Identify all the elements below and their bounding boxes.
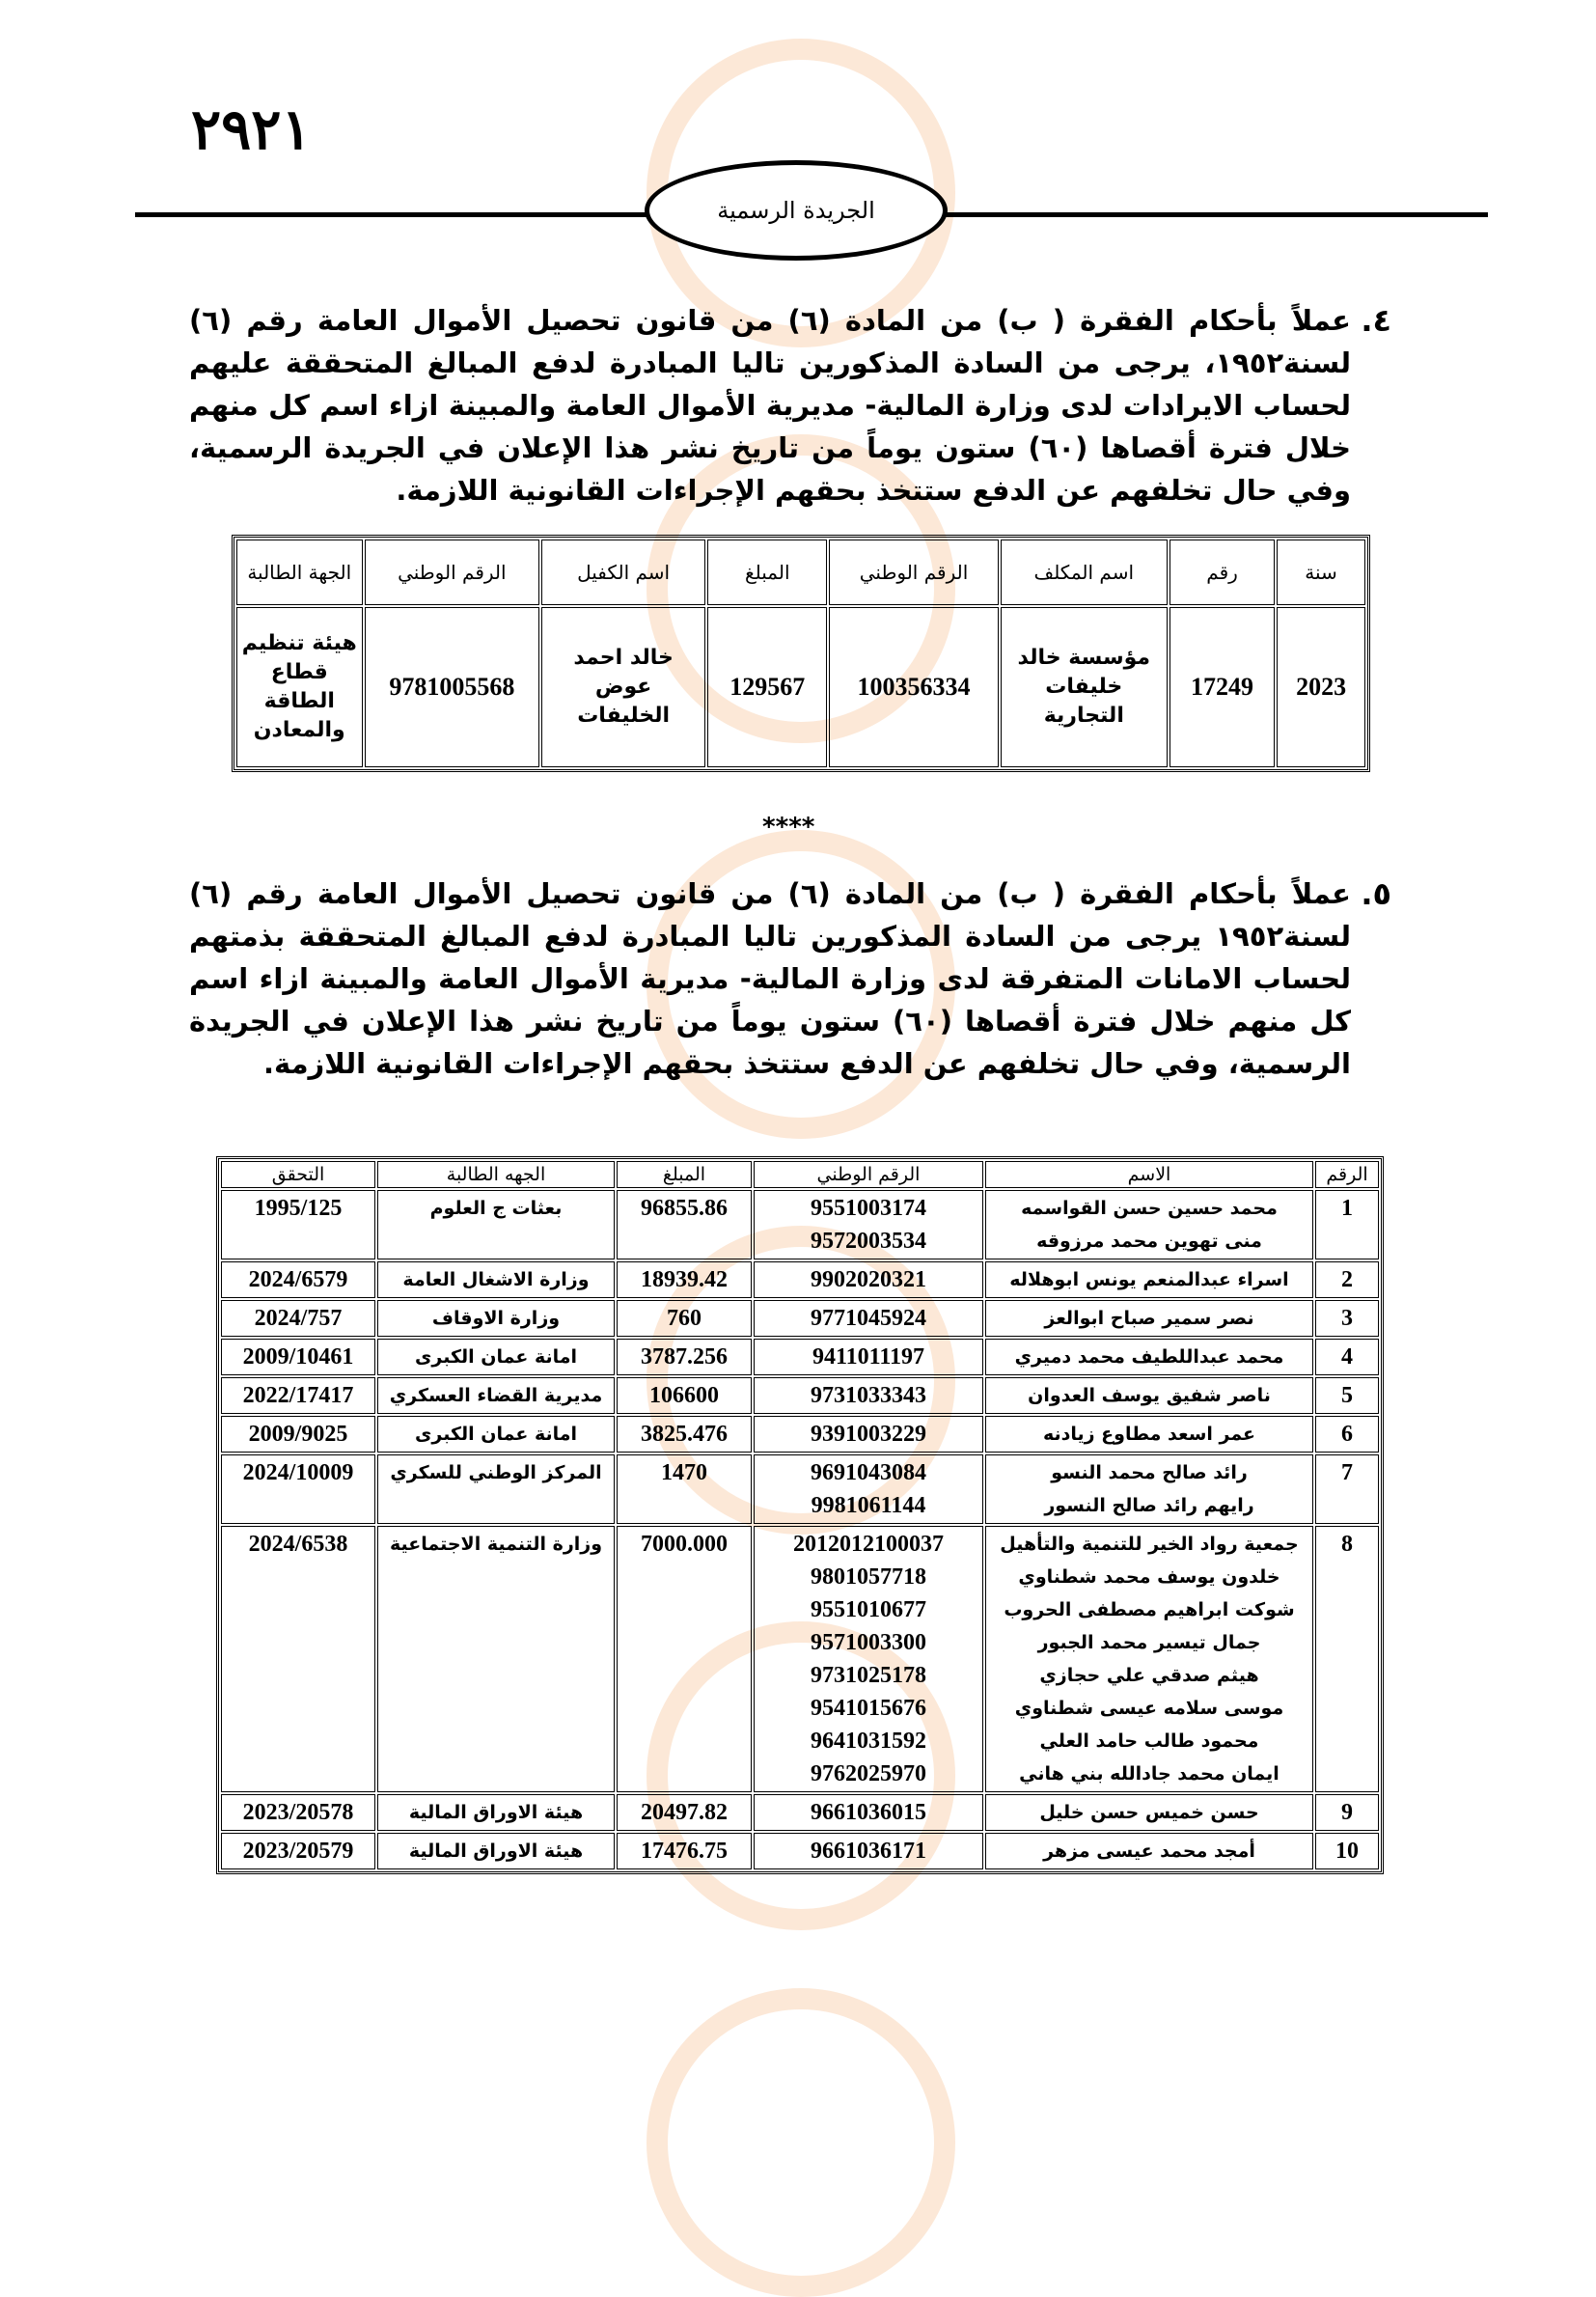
names-cell [985,1190,1313,1259]
national-id: 9731025178 [811,1663,926,1688]
row-number-cell: 3 [1315,1300,1379,1337]
gazette-masthead: الجريدة الرسمية [645,160,948,261]
notice-4-text: عملاً بأحكام الفقرة ( ب) من المادة (٦) من قانون تحصيل الأموال العامة رقم (٦) لسنة١٩٥٢، يرجى من السادة المذكورين تاليا المبادرة لدفع المبالغ المتحققة عليهم لحساب الايرادات لدى وزارة المالية- مديرية الأموال العامة والمبينة ازاء اسم كل منهم خلال فترة أقصاها (٦٠) ستون يوماً من تاريخ نشر هذا الإعلان في الجريدة الرسمية، وفي حال تخلفهم عن الدفع ستتخذ بحقهم الإجراءات القانونية اللازمة. [189,304,1351,507]
reference-cell: 2024/6579 [221,1261,375,1298]
reference-cell: 2023/20579 [221,1833,375,1869]
column-header: الرقم الوطني [829,540,998,605]
column-header: اسم الكفيل [541,540,705,605]
agency-cell: بعثات ج العلوم [377,1190,615,1259]
row-number-cell: 5 [1315,1377,1379,1414]
national-ids-cell [754,1261,983,1298]
notice-5-table [216,1156,1384,1874]
names-cell [985,1300,1313,1337]
column-header: الاسم [985,1161,1313,1188]
table-cell: مؤسسة خالد خليفات التجارية [1001,607,1168,767]
national-id: 9571003300 [811,1630,926,1655]
agency-cell: وزارة التنمية الاجتماعية [377,1526,615,1792]
row-number-cell: 9 [1315,1794,1379,1831]
person-name: أمجد محمد عيسى مزهر [1043,1840,1255,1862]
person-name: رايهم رائد صالح النسور [1044,1495,1254,1516]
table-cell: خالد احمد عوض الخليفات [541,607,705,767]
agency-cell: المركز الوطني للسكري [377,1454,615,1524]
amount-cell: 1470 [617,1454,752,1524]
row-number-cell: 10 [1315,1833,1379,1869]
national-ids-cell [754,1339,983,1375]
person-name: اسراء عبدالمنعم يونس ابوهلاله [1009,1269,1289,1290]
national-ids-cell [754,1833,983,1869]
column-header: الجهه الطالبة [377,1161,615,1188]
person-name: شوكت ابراهيم مصطفى الحروب [1004,1599,1295,1620]
notice-4-table [232,535,1370,772]
person-name: خلدون يوسف محمد شطناوي [1018,1566,1280,1588]
table-cell: 17249 [1169,607,1275,767]
table-row [221,1526,1379,1792]
national-id: 9551003174 [811,1196,926,1221]
national-ids-cell [754,1526,983,1792]
table-row [221,1454,1379,1524]
person-name: هيثم صدقي علي حجازي [1039,1665,1259,1686]
reference-cell: 2024/6538 [221,1526,375,1792]
national-id: 9691043084 [811,1460,926,1485]
table-header-row [221,1161,1379,1188]
person-name: نصر سمير صباح ابوالعز [1044,1308,1254,1329]
table-row [221,1416,1379,1453]
table-row [221,1190,1379,1259]
amount-cell: 760 [617,1300,752,1337]
row-number-cell: 1 [1315,1190,1379,1259]
national-id: 9661036015 [811,1800,926,1825]
row-number-cell: 4 [1315,1339,1379,1375]
person-name: عمر اسعد مطاوع زيادنه [1042,1424,1256,1445]
agency-cell: وزارة الاشغال العامة [377,1261,615,1298]
names-cell [985,1526,1313,1792]
names-cell [985,1339,1313,1375]
table-cell: 100356334 [829,607,998,767]
amount-cell: 3825.476 [617,1416,752,1453]
person-name: جمال تيسير محمد الجبور [1037,1632,1261,1653]
national-id: 2012012100037 [793,1532,944,1557]
national-id: 9762025970 [811,1761,926,1786]
reference-cell: 2024/757 [221,1300,375,1337]
person-name: حسن خميس حسن خليل [1039,1802,1259,1823]
row-number-cell: 2 [1315,1261,1379,1298]
notice-5-text: عملاً بأحكام الفقرة ( ب) من المادة (٦) من قانون تحصيل الأموال العامة رقم (٦) لسنة١٩٥٢ يرجى من السادة المذكورين تاليا المبادرة لدفع المبالغ المتحققة بذمتهم لحساب الامانات المتفرقة لدى وزارة المالية- مديرية الأموال العامة والمبينة ازاء اسم كل منهم خلال فترة أقصاها (٦٠) ستون يوماً من تاريخ نشر هذا الإعلان في الجريدة الرسمية، وفي حال تخلفهم عن الدفع ستتخذ بحقهم الإجراءات القانونية اللازمة. [189,877,1351,1080]
notice-4-paragraph [189,299,1391,512]
row-number-cell: 6 [1315,1416,1379,1453]
national-ids-cell [754,1377,983,1414]
amount-cell: 7000.000 [617,1526,752,1792]
column-header: التحقق [221,1161,375,1188]
table-row [236,607,1365,767]
national-ids-cell [754,1190,983,1259]
column-header: سنة [1277,540,1365,605]
table-cell: 129567 [707,607,827,767]
names-cell [985,1454,1313,1524]
table-row [221,1339,1379,1375]
national-id: 9771045924 [811,1306,926,1331]
national-id: 9572003534 [811,1229,926,1254]
reference-cell: 2024/10009 [221,1454,375,1524]
agency-cell: امانة عمان الكبرى [377,1416,615,1453]
amount-cell: 106600 [617,1377,752,1414]
reference-cell: 2009/9025 [221,1416,375,1453]
agency-cell: هيئة الاوراق المالية [377,1794,615,1831]
amount-cell: 17476.75 [617,1833,752,1869]
person-name: محمد عبداللطيف محمد دميري [1014,1346,1284,1368]
table-row [221,1794,1379,1831]
column-header: الجهة الطالبة [236,540,363,605]
amount-cell: 20497.82 [617,1794,752,1831]
national-ids-cell [754,1794,983,1831]
national-ids-cell [754,1300,983,1337]
national-id: 9641031592 [811,1729,926,1754]
person-name: رائد صالح محمد النسو [1051,1462,1248,1483]
person-name: منى تهوين محمد مرزوقه [1036,1231,1262,1252]
reference-cell: 2009/10461 [221,1339,375,1375]
person-name: محمد حسين حسن القواسمه [1021,1198,1278,1219]
table-header-row [236,540,1365,605]
national-id: 9731033343 [811,1383,926,1408]
national-id: 9661036171 [811,1839,926,1864]
row-number-cell: 8 [1315,1526,1379,1792]
column-header: الرقم الوطني [365,540,540,605]
table-cell: هيئة تنظيم قطاع الطاقة والمعادن [236,607,363,767]
names-cell [985,1377,1313,1414]
table-row [221,1833,1379,1869]
names-cell [985,1261,1313,1298]
column-header: رقم [1169,540,1275,605]
names-cell [985,1416,1313,1453]
column-header: المبلغ [617,1161,752,1188]
reference-cell: 1995/125 [221,1190,375,1259]
national-ids-cell [754,1416,983,1453]
national-id: 9902020321 [811,1267,926,1292]
table-row [221,1377,1379,1414]
person-name: جمعية رواد الخير للتنمية والتأهيل [1000,1534,1299,1555]
notice-5-number: ٥. [1361,875,1391,912]
agency-cell: وزارة الاوقاف [377,1300,615,1337]
column-header: الرقم [1315,1161,1379,1188]
row-number-cell: 7 [1315,1454,1379,1524]
table-row [221,1261,1379,1298]
national-id: 9411011197 [812,1344,925,1370]
section-separator: **** [762,813,815,842]
table-cell: 2023 [1277,607,1365,767]
column-header: الرقم الوطني [754,1161,983,1188]
notice-5-paragraph [189,872,1391,1085]
table-cell: 9781005568 [365,607,540,767]
agency-cell: مديرية القضاء العسكري [377,1377,615,1414]
column-header: المبلغ [707,540,827,605]
national-ids-cell [754,1454,983,1524]
table-row [221,1300,1379,1337]
national-id: 9551010677 [811,1597,926,1622]
reference-cell: 2022/17417 [221,1377,375,1414]
names-cell [985,1833,1313,1869]
national-id: 9541015676 [811,1696,926,1721]
person-name: ايمان محمد جادالله بني هاني [1019,1763,1280,1785]
person-name: محمود طالب حامد العلي [1039,1730,1259,1752]
notice-4-number: ٤. [1361,302,1391,339]
agency-cell: امانة عمان الكبرى [377,1339,615,1375]
column-header: اسم المكلف [1001,540,1168,605]
watermark-clock-icon [647,1988,955,2297]
reference-cell: 2023/20578 [221,1794,375,1831]
amount-cell: 3787.256 [617,1339,752,1375]
national-id: 9391003229 [811,1422,926,1447]
amount-cell: 96855.86 [617,1190,752,1259]
page-number: ٢٩٢١ [191,97,312,162]
national-id: 9801057718 [811,1564,926,1590]
amount-cell: 18939.42 [617,1261,752,1298]
agency-cell: هيئة الاوراق المالية [377,1833,615,1869]
names-cell [985,1794,1313,1831]
person-name: موسى سلامه عيسى شطناوي [1014,1698,1284,1719]
person-name: ناصر شفيق يوسف العدوان [1028,1385,1271,1406]
national-id: 9981061144 [811,1493,926,1518]
